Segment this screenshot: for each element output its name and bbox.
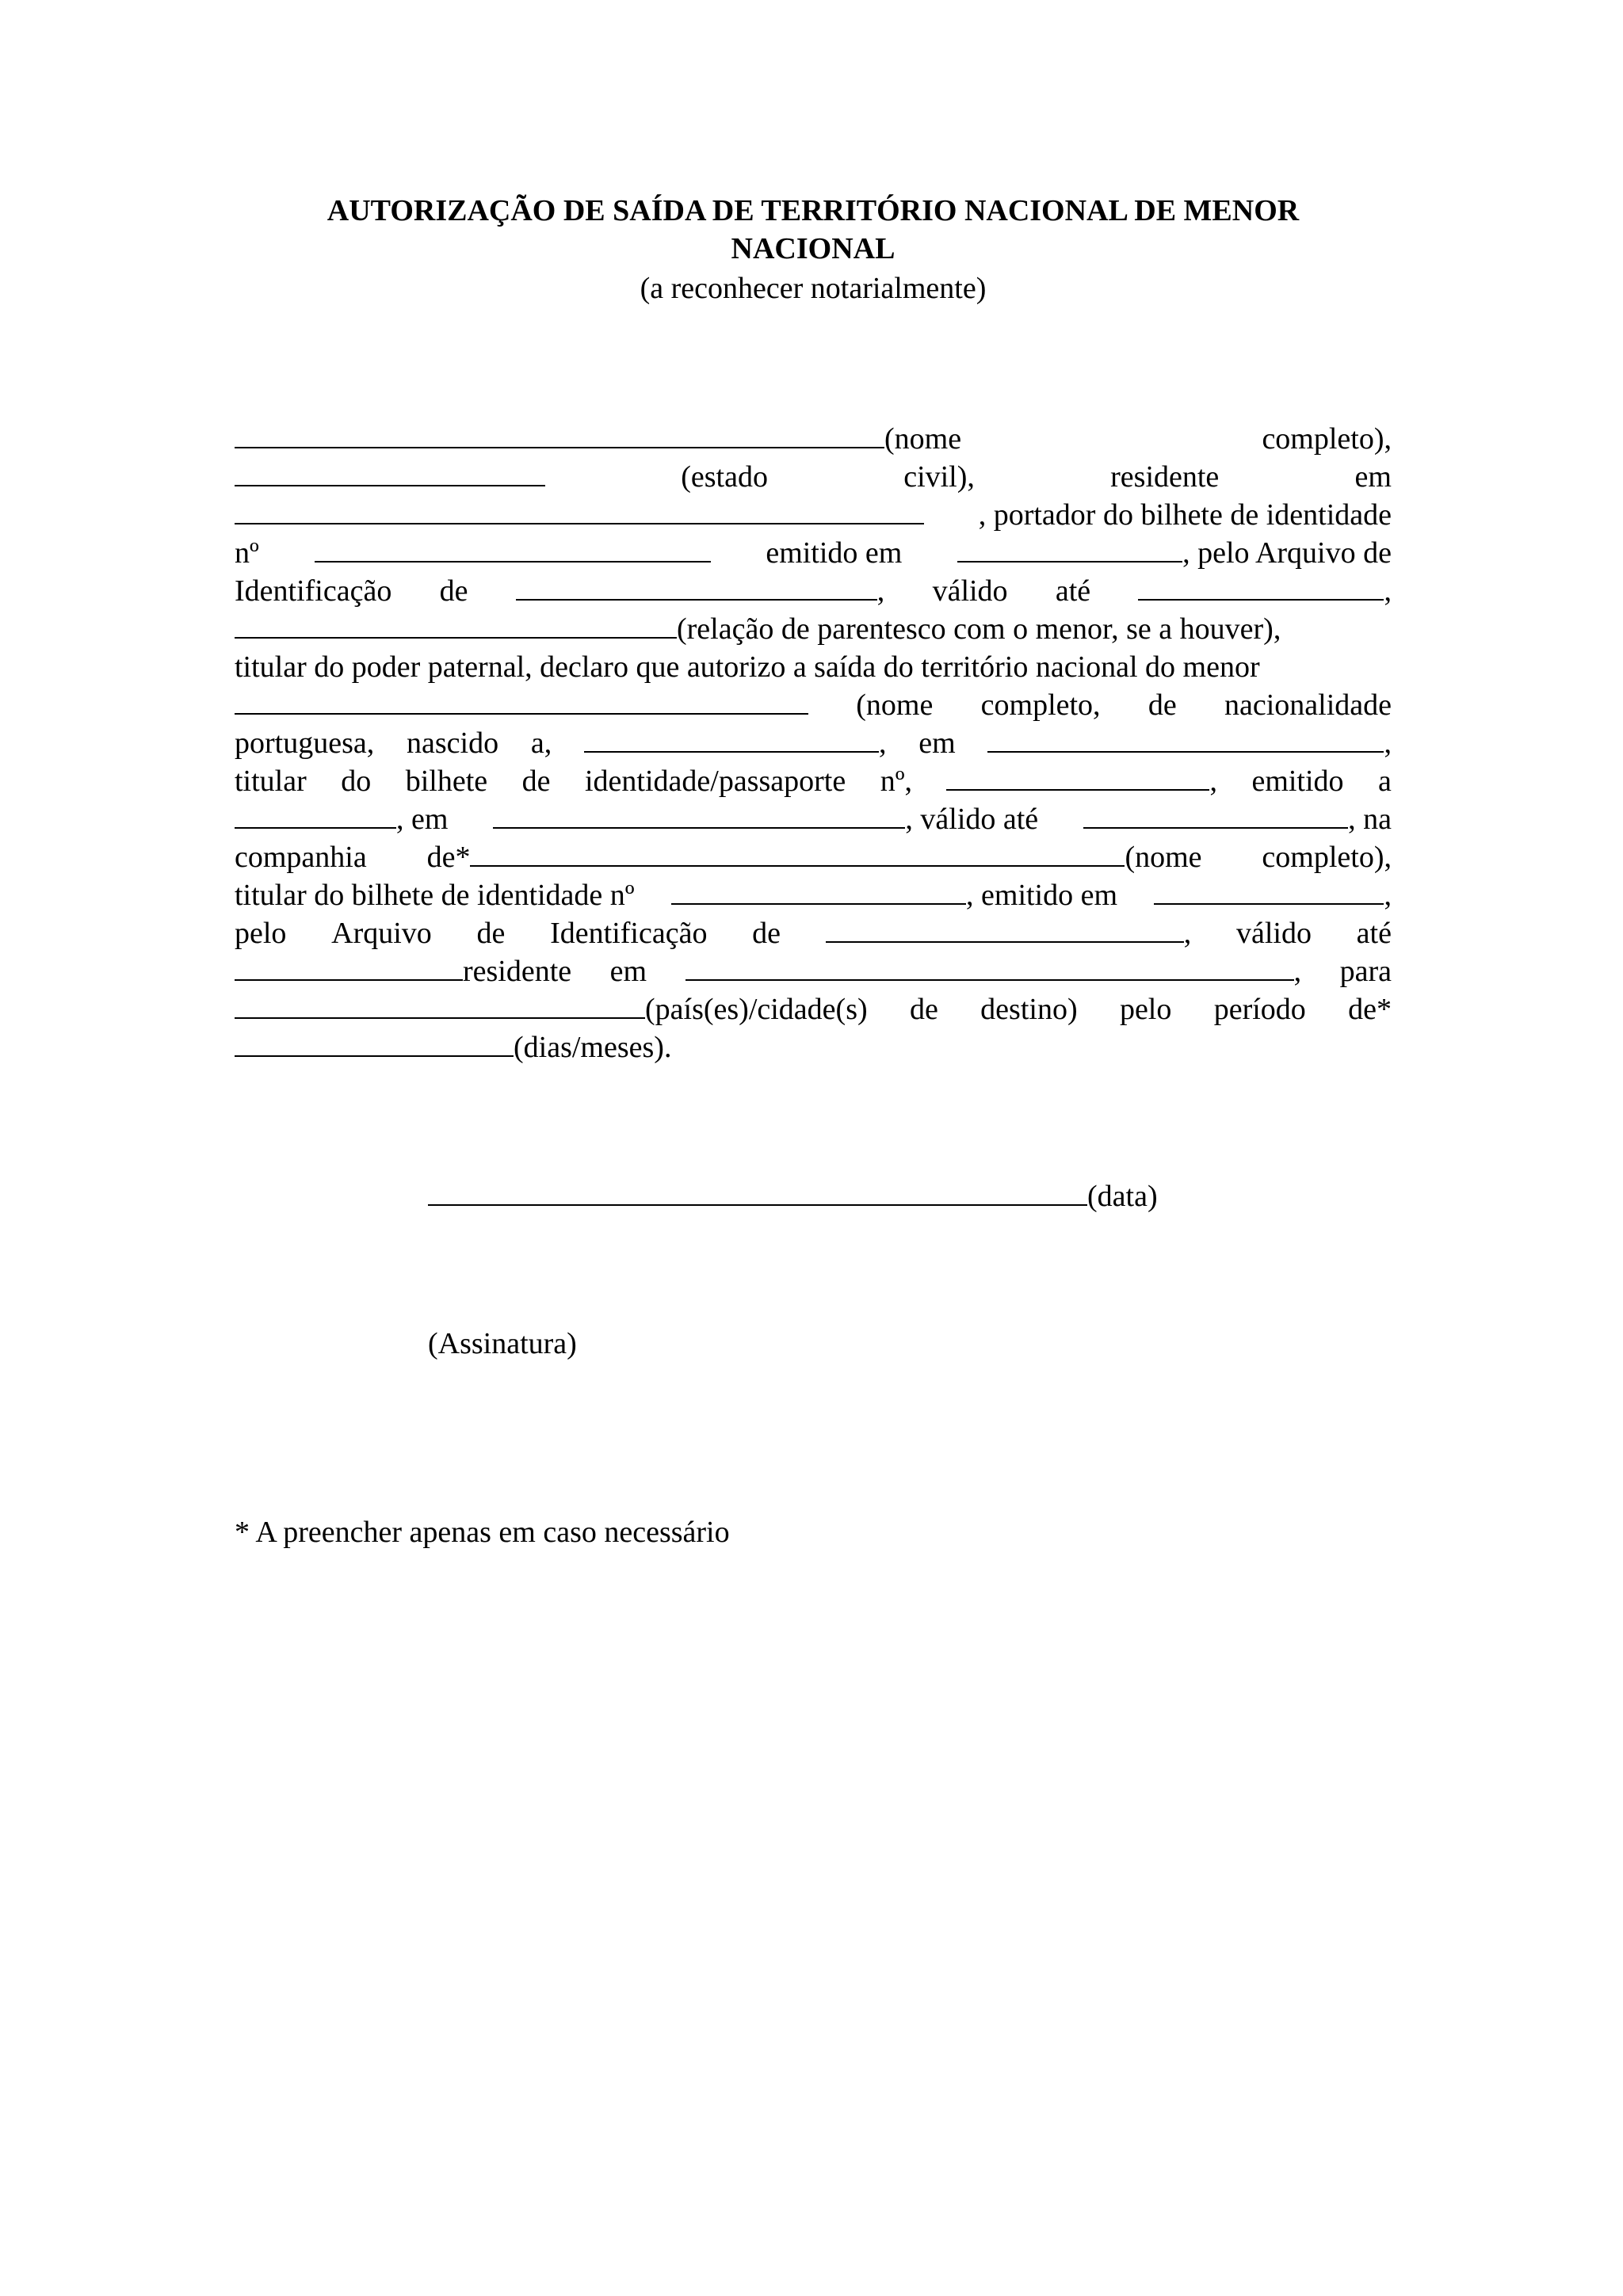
text: , [1183, 917, 1192, 950]
body-line-11 [235, 800, 1392, 838]
text: (estado [681, 460, 768, 494]
companion-id-blank[interactable] [671, 877, 966, 905]
archive-blank[interactable] [516, 573, 877, 601]
text: , [1384, 879, 1392, 912]
text: bilhete [405, 765, 488, 798]
text: válido [1235, 917, 1312, 950]
line5-group-a [516, 572, 885, 610]
body-line-16 [235, 990, 1392, 1028]
text: completo, [980, 688, 1101, 722]
body-line-12 [235, 838, 1392, 876]
text: , na [1348, 803, 1392, 836]
date-label: (data) [1087, 1180, 1158, 1213]
body-line-10 [235, 762, 1392, 800]
text: titular [235, 765, 307, 798]
text: (dias/meses). [514, 1031, 672, 1064]
body-line-3 [235, 496, 1392, 534]
text: (nome [884, 422, 962, 456]
line14-group [826, 914, 1192, 952]
text: (nome [1125, 841, 1202, 874]
line12-group [427, 838, 1202, 876]
residence-blank[interactable] [235, 497, 924, 524]
text: , [1209, 765, 1217, 798]
body-line-15 [235, 952, 1392, 990]
companion-issue-blank[interactable] [1154, 877, 1384, 905]
text: (país(es)/cidade(s) [645, 993, 868, 1026]
text: titular do poder paternal, declaro que autorizo a saída do território nacional do menor [235, 650, 1260, 684]
text: de [521, 765, 551, 798]
text: pelo [235, 917, 287, 950]
line11-group-c [1083, 800, 1392, 838]
text: de* [426, 841, 471, 874]
text: emitido [1251, 765, 1344, 798]
text: nacionalidade [1224, 688, 1392, 722]
line4-group [957, 534, 1392, 572]
line15-group-b [685, 952, 1302, 990]
date-blank[interactable] [428, 1178, 1087, 1206]
text: em [1354, 460, 1392, 494]
companion-residence-blank[interactable] [685, 953, 1294, 981]
text: de [439, 574, 468, 608]
text: , [1384, 574, 1392, 608]
destination-blank[interactable] [235, 991, 645, 1019]
birthdate-blank[interactable] [987, 725, 1384, 753]
text: nº, [880, 765, 912, 798]
passport-issue-place-blank[interactable] [493, 801, 905, 829]
text: , [876, 574, 885, 608]
text: a, [530, 727, 552, 760]
line11-group-b [493, 800, 1038, 838]
text: válido [932, 574, 1008, 608]
signature-label: (Assinatura) [428, 1327, 577, 1360]
id-number-blank[interactable] [315, 535, 711, 563]
text: até [1055, 574, 1091, 608]
line9-group-a [584, 724, 887, 762]
text: de* [1348, 993, 1392, 1026]
text: titular do bilhete de identidade nº [235, 879, 635, 912]
body-line-14 [235, 914, 1392, 952]
footnote: * A preencher apenas em caso necessário [235, 1516, 730, 1549]
text: nascido [407, 727, 499, 760]
text: portuguesa, [235, 727, 375, 760]
line16-group [235, 990, 868, 1028]
text: (nome [856, 688, 934, 722]
body-line-6 [235, 610, 1392, 648]
text: , [1293, 955, 1302, 988]
issue-date-blank[interactable] [957, 535, 1182, 563]
valid-until-blank[interactable] [1138, 573, 1384, 601]
text: de [752, 917, 781, 950]
text: civil), [903, 460, 975, 494]
body-line-1 [235, 420, 1392, 458]
text: , portador do bilhete de identidade [978, 498, 1392, 532]
line11-group-a [235, 800, 448, 838]
companion-name-blank[interactable] [470, 839, 1125, 867]
text: até [1356, 917, 1392, 950]
text: , em [396, 803, 449, 836]
body-line-4 [235, 534, 1392, 572]
text: nº [235, 536, 259, 570]
body-line-7 [235, 648, 1392, 686]
line6-group [235, 610, 1281, 648]
text: , válido até [905, 803, 1039, 836]
period-blank[interactable] [235, 1029, 514, 1057]
text: período [1213, 993, 1306, 1026]
text: em [609, 955, 647, 988]
text: pelo [1119, 993, 1172, 1026]
text: em [918, 727, 956, 760]
body-line-5 [235, 572, 1392, 610]
text: de [1148, 688, 1177, 722]
body-line-8 [235, 686, 1392, 724]
text: Identificação [235, 574, 392, 608]
line15-group-a [235, 952, 571, 990]
birthplace-blank[interactable] [584, 725, 879, 753]
line1-group [235, 420, 961, 458]
title-line-2: NACIONAL [731, 232, 896, 265]
passport-issue-blank[interactable] [235, 801, 396, 829]
marital-status-blank[interactable] [235, 459, 545, 486]
text: , emitido em [966, 879, 1118, 912]
text: destino) [980, 993, 1078, 1026]
document-subtitle: (a reconhecer notarialmente) [640, 272, 987, 305]
text: a [1378, 765, 1392, 798]
body-line-17 [235, 1028, 1392, 1066]
text: , [878, 727, 887, 760]
date-line [428, 1177, 1158, 1215]
companion-valid-blank[interactable] [235, 953, 463, 981]
body-line-2 [235, 458, 1392, 496]
minor-name-blank[interactable] [235, 687, 808, 715]
passport-valid-blank[interactable] [1083, 801, 1348, 829]
line5-group-b [1138, 572, 1392, 610]
text: residente [463, 955, 572, 988]
line9-group-b [987, 724, 1392, 762]
title-line-1: AUTORIZAÇÃO DE SAÍDA DE TERRITÓRIO NACIONAL DE MENOR [327, 194, 1300, 227]
full-name-blank[interactable] [235, 421, 884, 448]
text: identidade/passaporte [584, 765, 846, 798]
body-line-9 [235, 724, 1392, 762]
text: do [341, 765, 372, 798]
line13-group-a [671, 876, 1117, 914]
text: para [1339, 955, 1392, 988]
body-line-13 [235, 876, 1392, 914]
text: completo), [1262, 422, 1392, 456]
text: , [1384, 727, 1392, 760]
text: Arquivo [331, 917, 432, 950]
text: companhia [235, 841, 367, 874]
text: residente [1110, 460, 1220, 494]
text: (relação de parentesco com o menor, se a houver), [677, 612, 1281, 646]
document-title [235, 192, 1392, 268]
authorization-body [235, 420, 1392, 1066]
companion-archive-blank[interactable] [826, 915, 1184, 943]
text: , pelo Arquivo de [1182, 536, 1392, 570]
line13-group-b [1154, 876, 1392, 914]
line10-group [946, 762, 1217, 800]
text: de [476, 917, 506, 950]
text: de [909, 993, 938, 1026]
text: Identificação [550, 917, 708, 950]
text: emitido em [766, 536, 903, 570]
relationship-blank[interactable] [235, 611, 677, 639]
passport-number-blank[interactable] [946, 763, 1209, 791]
text: completo), [1262, 841, 1392, 874]
